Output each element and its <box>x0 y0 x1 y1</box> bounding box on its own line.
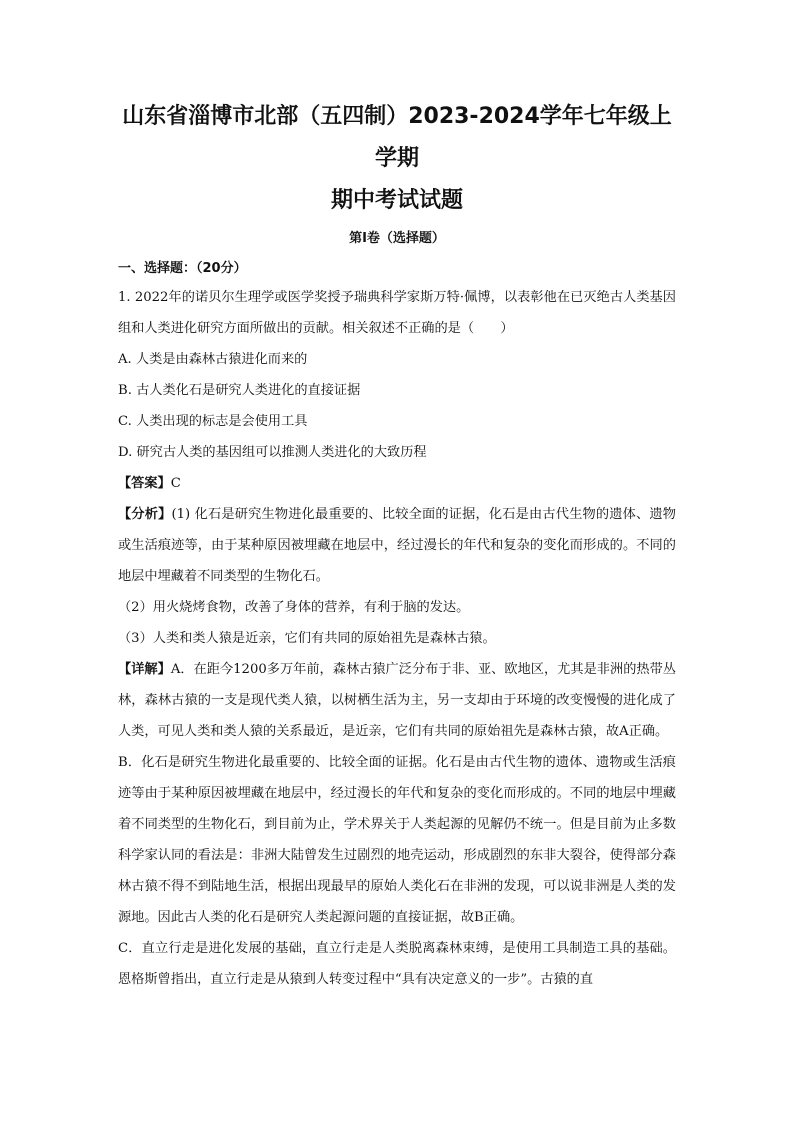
option-c: C. 人类出现的标志是会使用工具 <box>118 414 308 429</box>
answer-line <box>118 468 676 499</box>
detail-text-a: A．在距今1200多万年前，森林古猿广泛分布于非、亚、欧地区，尤其是非洲的热带丛林，森林古猿的一支是现代类人猿，以树栖生活为主，另一支却由于环境的改变慢慢的进化成了人类，可见人类和类人猿的关系最近，是近亲，它们有共同的原始祖先是森林古猿，故A正确。 <box>118 662 676 739</box>
subtitle: 第Ⅰ卷（选择题） <box>349 231 445 246</box>
title-line-1: 山东省淄博市北部（五四制）2023-2024学年七年级上学期 <box>122 104 672 171</box>
option-d: D. 研究古人类的基因组可以推测人类进化的大致历程 <box>118 445 427 460</box>
analysis-item-1 <box>118 499 676 592</box>
analysis-text-1: (1) 化石是研究生物进化最重要的、比较全面的证据，化石是由古代生物的遗体、遗物或生活痕迹等，由于某种原因被埋藏在地层中，经过漫长的年代和复杂的变化而形成的。不同的地层中埋藏着不同类型的生物化石。 <box>118 507 676 584</box>
analysis-item-3: （3）人类和类人猿是近亲，它们有共同的原始祖先是森林古猿。 <box>118 631 496 646</box>
detail-paragraph-a <box>118 654 676 747</box>
detail-paragraph-b: B．化石是研究生物进化最重要的、比较全面的证据。化石是由古代生物的遗体、遗物或生活痕迹等由于某种原因被埋藏在地层中，经过漫长的年代和复杂的变化而形成的。不同的地层中埋藏着不同类型的生物化石，到目前为止，学术界关于人类起源的见解仍不统一。但是目前为止多数科学家认同的看法是：非洲大陆曾发生过剧烈的地壳运动，形成剧烈的东非大裂谷，使得部分森林古猿不得不到陆地生活，根据出现最早的原始人类化石在非洲的发现，可以说非洲是人类的发源地。因此古人类的化石是研究人类起源问题的直接证据，故B正确。 <box>118 755 676 925</box>
analysis-item-2: （2）用火烧烤食物，改善了身体的营养，有利于脑的发达。 <box>118 600 470 615</box>
question-stem: 1. 2022年的诺贝尔生理学或医学奖授予瑞典科学家斯万特·佩博，以表彰他在已灭绝古人类基因组和人类进化研究方面所做出的贡献。相关叙述不正确的是（ ） <box>118 290 676 336</box>
detail-label: 【详解】 <box>118 662 171 677</box>
option-b: B. 古人类化石是研究人类进化的直接证据 <box>118 383 361 398</box>
answer-value: C <box>170 476 181 491</box>
answer-label: 【答案】 <box>118 476 171 491</box>
detail-paragraph-c: C．直立行走是进化发展的基础，直立行走是人类脱离森林束缚，是使用工具制造工具的基础。恩格斯曾指出，直立行走是从猿到人转变过程中“具有决定意义的一步”。古猿的直 <box>118 941 676 987</box>
title-line-2: 期中考试试题 <box>330 188 463 213</box>
analysis-label: 【分析】 <box>118 507 172 522</box>
option-a: A. 人类是由森林古猿进化而来的 <box>118 352 308 367</box>
section-heading: 一、选择题：（20分） <box>118 261 247 276</box>
